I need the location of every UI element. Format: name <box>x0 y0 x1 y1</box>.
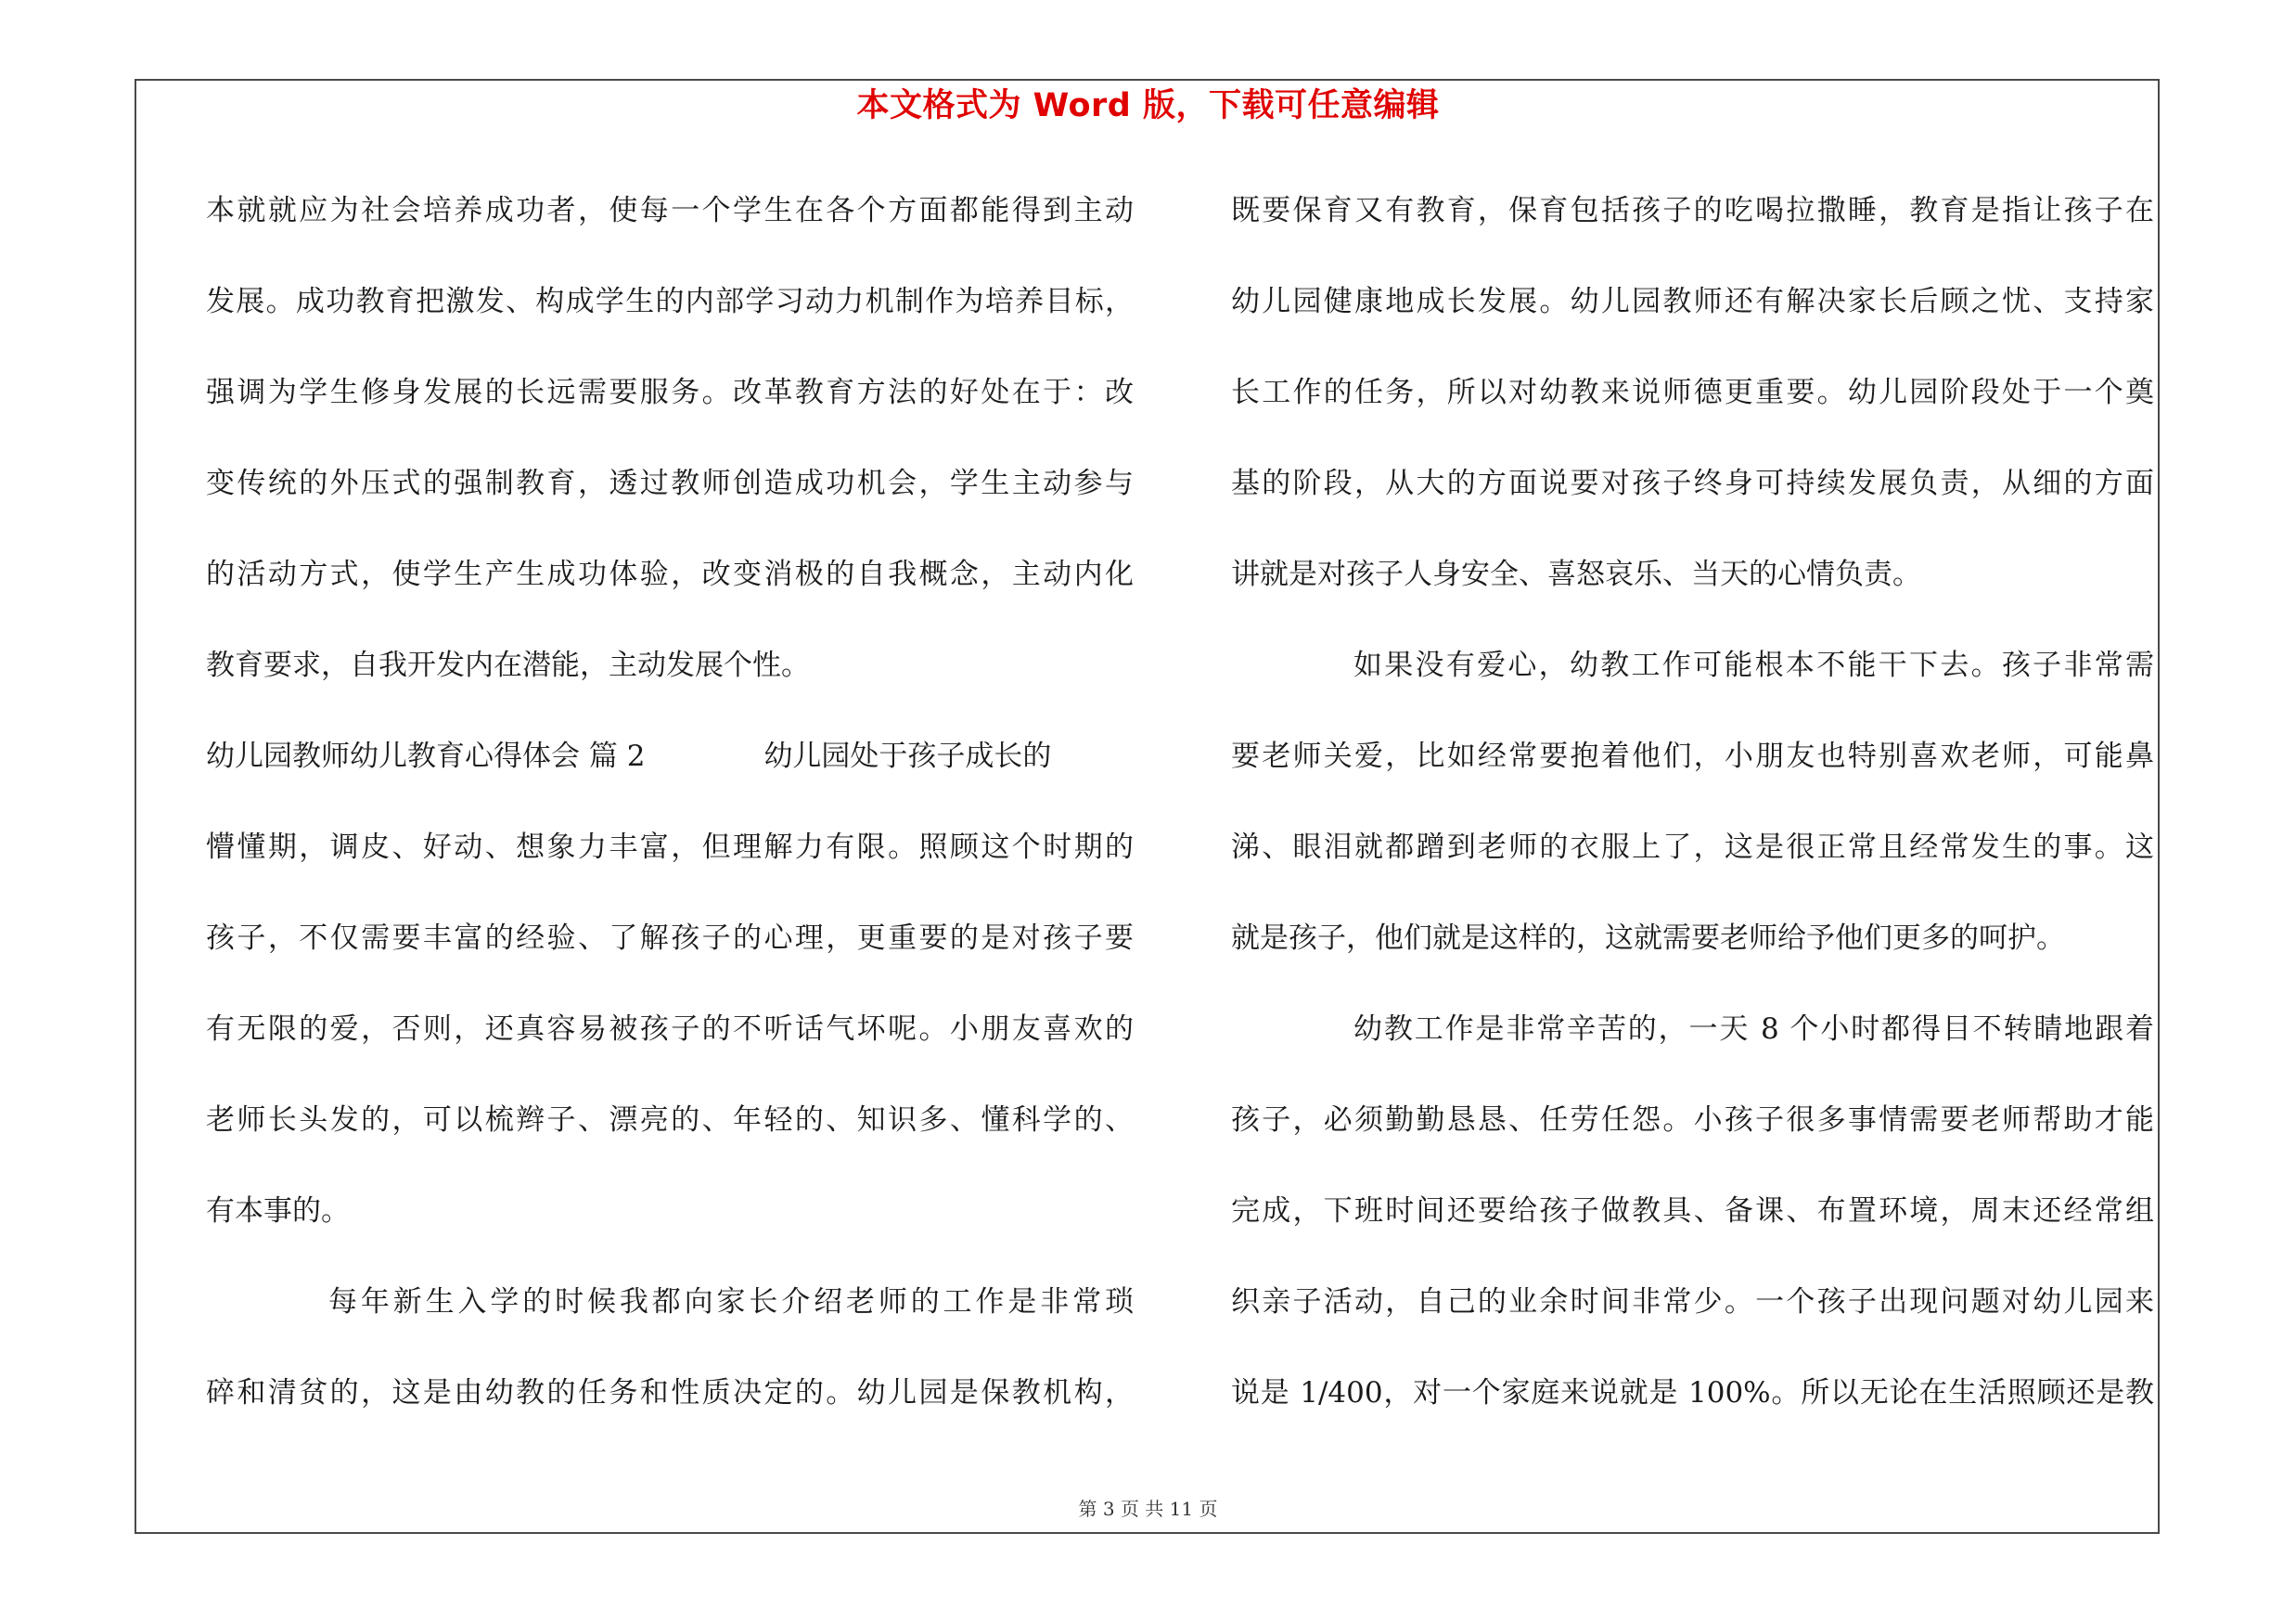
text-line: 的活动方式，使学生产生成功体验，改变消极的自我概念，主动内化 <box>206 558 1134 591</box>
text-line: 幼儿园健康地成长发展。幼儿园教师还有解决家长后顾之忧、支持家 <box>1231 285 2154 318</box>
text-line: 长工作的任务，所以对幼教来说师德更重要。幼儿园阶段处于一个奠 <box>1231 376 2154 409</box>
text-line: 织亲子活动，自己的业余时间非常少。一个孩子出现问题对幼儿园来 <box>1231 1285 2154 1319</box>
text-line: 碎和清贫的，这是由幼教的任务和性质决定的。幼儿园是保教机构， <box>206 1376 1134 1410</box>
text-line: 发展。成功教育把激发、构成学生的内部学习动力机制作为培养目标， <box>206 285 1134 318</box>
text-line: 讲就是对孩子人身安全、喜怒哀乐、当天的心情负责。 <box>1231 558 1921 591</box>
word-format-banner: 本文格式为 Word 版，下载可任意编辑 <box>856 87 1440 124</box>
section-heading-line <box>206 724 1134 815</box>
section-lead-text: 幼儿园处于孩子成长的 <box>763 740 1052 773</box>
text-line: 教育要求，自我开发内在潜能，主动发展个性。 <box>206 649 810 682</box>
text-line: 就是孩子，他们就是这样的，这就需要老师给予他们更多的呵护。 <box>1231 921 2065 955</box>
right-column <box>1231 178 2154 1451</box>
text-line: 基的阶段，从大的方面说要对孩子终身可持续发展负责，从细的方面 <box>1231 467 2154 500</box>
section-heading: 幼儿园教师幼儿教育心得体会 篇 2 <box>206 740 646 773</box>
text-line: 涕、眼泪就都蹭到老师的衣服上了，这是很正常且经常发生的事。这 <box>1231 831 2154 864</box>
text-line: 既要保育又有教育，保育包括孩子的吃喝拉撒睡，教育是指让孩子在 <box>1231 194 2154 227</box>
text-line: 有本事的。 <box>206 1194 350 1228</box>
text-line: 说是 1/400，对一个家庭来说就是 100%。所以无论在生活照顾还是教 <box>1231 1376 2154 1410</box>
text-line: 懵懂期，调皮、好动、想象力丰富，但理解力有限。照顾这个时期的 <box>206 831 1134 864</box>
text-line: 孩子，必须勤勤恳恳、任劳任怨。小孩子很多事情需要老师帮助才能 <box>1231 1103 2154 1137</box>
left-column <box>206 178 1134 1451</box>
text-line: 本就就应为社会培养成功者，使每一个学生在各个方面都能得到主动 <box>206 194 1134 227</box>
text-line: 老师长头发的，可以梳辫子、漂亮的、年轻的、知识多、懂科学的、 <box>206 1103 1134 1137</box>
text-line: 完成，下班时间还要给孩子做教具、备课、布置环境，周末还经常组 <box>1231 1194 2154 1228</box>
page-number-footer: 第 3 页 共 11 页 <box>1078 1498 1218 1520</box>
text-line: 强调为学生修身发展的长远需要服务。改革教育方法的好处在于：改 <box>206 376 1134 409</box>
paragraph-first-line: 幼教工作是非常辛苦的，一天 8 个小时都得目不转睛地跟着 <box>1353 1012 2154 1046</box>
text-line: 孩子，不仅需要丰富的经验、了解孩子的心理，更重要的是对孩子要 <box>206 921 1134 955</box>
text-line: 要老师关爱，比如经常要抱着他们，小朋友也特别喜欢老师，可能鼻 <box>1231 740 2154 773</box>
paragraph-first-line: 如果没有爱心，幼教工作可能根本不能干下去。孩子非常需 <box>1353 649 2154 682</box>
text-line: 有无限的爱，否则，还真容易被孩子的不听话气坏呢。小朋友喜欢的 <box>206 1012 1134 1046</box>
text-line: 变传统的外压式的强制教育，透过教师创造成功机会，学生主动参与 <box>206 467 1134 500</box>
paragraph-first-line: 每年新生入学的时候我都向家长介绍老师的工作是非常琐 <box>328 1285 1134 1319</box>
